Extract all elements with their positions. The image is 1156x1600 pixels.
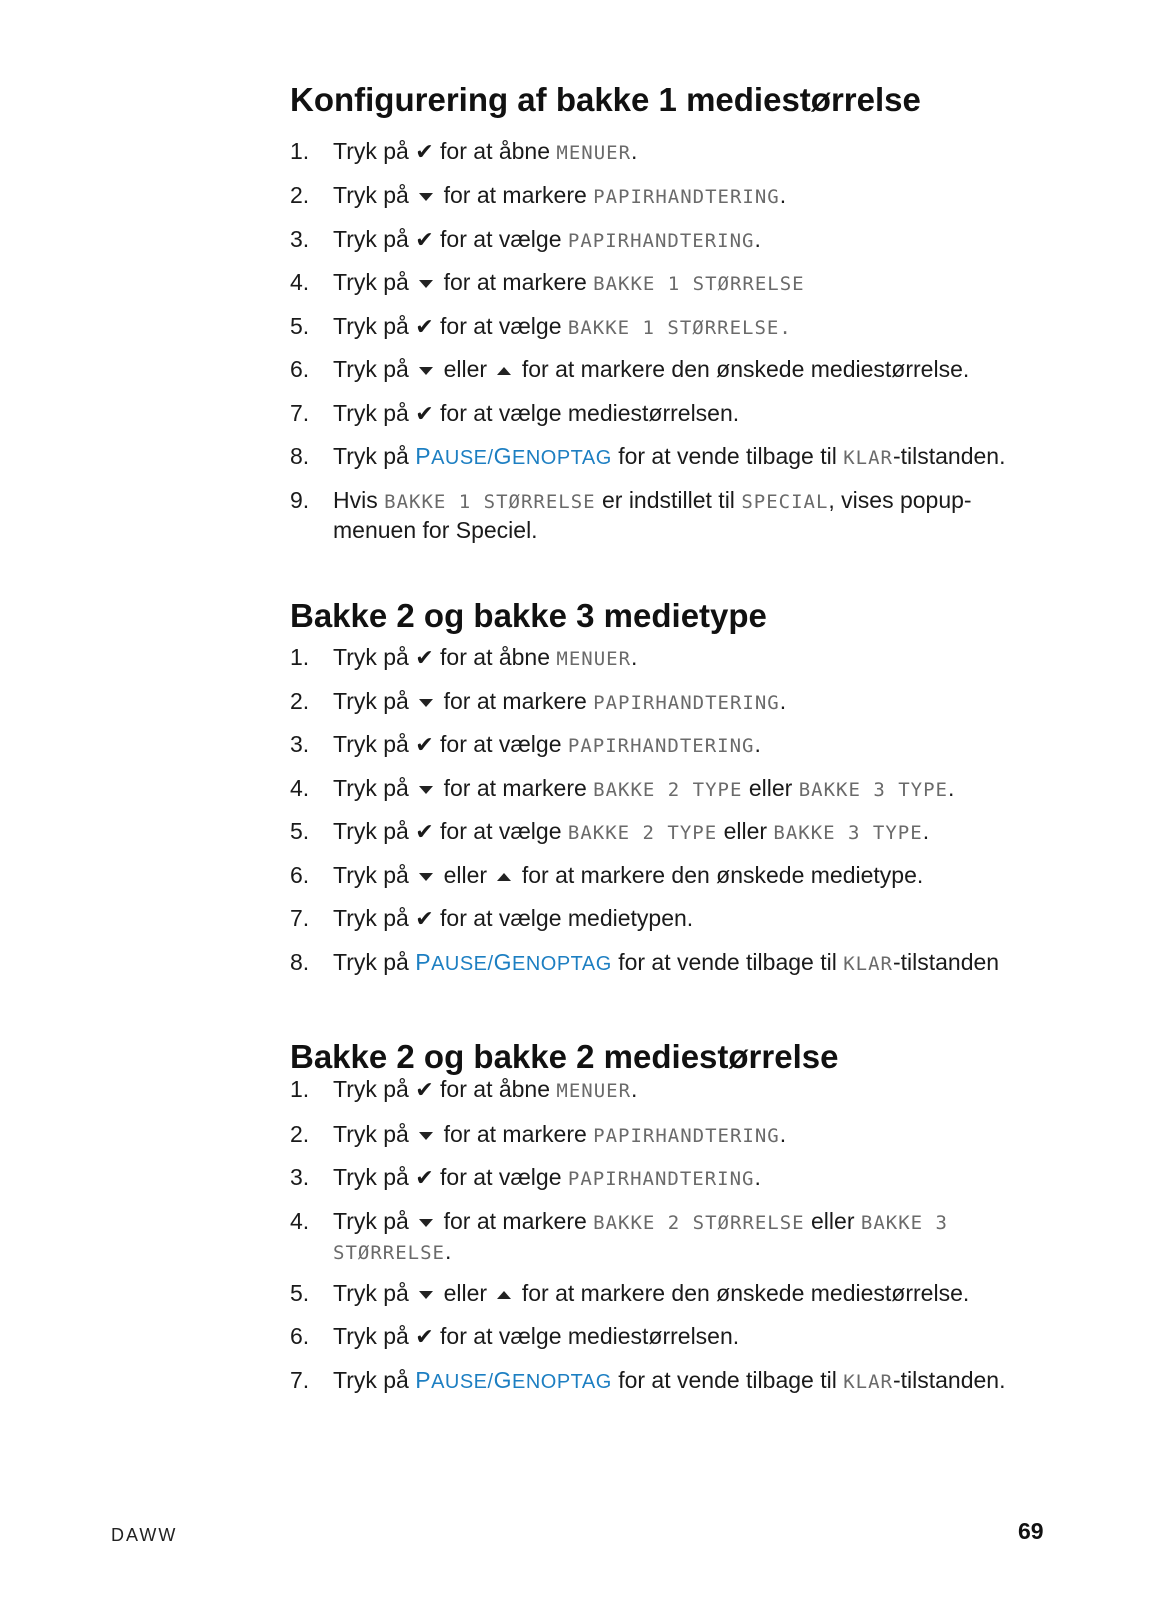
step-number: 7. <box>290 1367 310 1393</box>
lcd-text: PAPIRHANDTERING <box>593 692 780 714</box>
step-number: 5. <box>290 1280 310 1306</box>
step-number: 5. <box>290 818 310 844</box>
list-item: 6. Tryk på eller for at markere den ønskede medietype. <box>290 862 924 888</box>
up-arrow-icon <box>493 1279 515 1307</box>
step-number: 6. <box>290 356 310 382</box>
list-item: 8. Tryk på PAUSE/GENOPTAG for at vende tilbage til KLAR-tilstanden. <box>290 443 1006 469</box>
checkmark-icon: ✔ <box>415 139 434 164</box>
lcd-text: BAKKE 1 STØRRELSE. <box>567 317 792 339</box>
list-item: 8. Tryk på PAUSE/GENOPTAG for at vende tilbage til KLAR-tilstanden <box>290 949 1000 975</box>
down-arrow-icon <box>415 687 437 715</box>
checkmark-icon: ✔ <box>415 819 434 844</box>
down-arrow-icon <box>415 1120 437 1148</box>
step-number: 3. <box>290 1164 310 1190</box>
list-item: 2. Tryk på for at markere PAPIRHANDTERING. <box>290 182 787 208</box>
lcd-text: BAKKE 2 TYPE <box>567 822 718 844</box>
list-item: 1. Tryk på ✔ for at åbne MENUER. <box>290 138 638 164</box>
list-item: 4. Tryk på for at markere BAKKE 2 STØRRELSE eller BAKKE 3 STØRRELSE. <box>290 1208 948 1264</box>
lcd-text: PAPIRHANDTERING <box>567 1168 755 1190</box>
list-item: 2. Tryk på for at markere PAPIRHANDTERING. <box>290 1121 787 1147</box>
pause-resume-key: PAUSE/GENOPTAG <box>415 949 612 975</box>
lcd-text: PAPIRHANDTERING <box>593 186 780 208</box>
list-item: 7. Tryk på ✔ for at vælge medietypen. <box>290 905 694 931</box>
step-number: 7. <box>290 400 310 426</box>
step-number: 1. <box>290 138 310 164</box>
lcd-text: PAPIRHANDTERING <box>567 735 755 757</box>
checkmark-icon: ✔ <box>415 227 434 252</box>
step-number: 8. <box>290 443 310 469</box>
down-arrow-icon <box>415 861 437 889</box>
list-item: 7. Tryk på PAUSE/GENOPTAG for at vende tilbage til KLAR-tilstanden. <box>290 1367 1006 1393</box>
step-number: 2. <box>290 182 310 208</box>
step-number: 5. <box>290 313 310 339</box>
lcd-text: BAKKE 3 <box>860 1212 948 1234</box>
step-number: 7. <box>290 905 310 931</box>
section-heading: Konfigurering af bakke 1 mediestørrelse <box>290 81 921 118</box>
list-item: 7. Tryk på ✔ for at vælge mediestørrelsen. <box>290 400 740 426</box>
down-arrow-icon <box>415 268 437 296</box>
list-item: 5. Tryk på eller for at markere den ønskede mediestørrelse. <box>290 1280 970 1306</box>
list-item: 5. Tryk på ✔ for at vælge BAKKE 1 STØRRELSE. <box>290 313 792 339</box>
step-number: 6. <box>290 1323 310 1349</box>
step-number: 1. <box>290 644 310 670</box>
section-heading: Bakke 2 og bakke 3 medietype <box>290 597 767 634</box>
list-item: 2. Tryk på for at markere PAPIRHANDTERING. <box>290 688 787 714</box>
lcd-text: MENUER <box>556 142 632 164</box>
lcd-text: SPECIAL <box>741 491 829 513</box>
up-arrow-icon <box>493 355 515 383</box>
pause-resume-key: PAUSE/GENOPTAG <box>415 443 612 469</box>
lcd-text: BAKKE 1 STØRRELSE <box>593 273 805 295</box>
step-number: 4. <box>290 1208 310 1234</box>
down-arrow-icon <box>415 1207 437 1235</box>
lcd-text: MENUER <box>556 648 632 670</box>
checkmark-icon: ✔ <box>415 1077 434 1102</box>
step-number: 4. <box>290 269 310 295</box>
step-number: 6. <box>290 862 310 888</box>
lcd-text: BAKKE 1 STØRRELSE <box>384 491 596 513</box>
down-arrow-icon <box>415 181 437 209</box>
list-item: 6. Tryk på eller for at markere den ønskede mediestørrelse. <box>290 356 970 382</box>
list-item: 3. Tryk på ✔ for at vælge PAPIRHANDTERING. <box>290 1164 761 1190</box>
checkmark-icon: ✔ <box>415 645 434 670</box>
list-item: 3. Tryk på ✔ for at vælge PAPIRHANDTERING. <box>290 731 761 757</box>
step-number: 8. <box>290 949 310 975</box>
lcd-text: BAKKE 2 STØRRELSE <box>593 1212 805 1234</box>
lcd-text: MENUER <box>556 1080 632 1102</box>
step-number: 2. <box>290 1121 310 1147</box>
step-number: 3. <box>290 226 310 252</box>
list-item: 9. Hvis BAKKE 1 STØRRELSE er indstillet til SPECIAL, vises popup- menuen for Speciel. <box>290 487 972 543</box>
step-number: 9. <box>290 487 310 513</box>
lcd-text: STØRRELSE <box>333 1242 445 1264</box>
down-arrow-icon <box>415 774 437 802</box>
list-item: 6. Tryk på ✔ for at vælge mediestørrelsen. <box>290 1323 740 1349</box>
checkmark-icon: ✔ <box>415 1324 434 1349</box>
list-item: 1. Tryk på ✔ for at åbne MENUER. <box>290 644 638 670</box>
list-item: 1. Tryk på ✔ for at åbne MENUER. <box>290 1076 638 1102</box>
lcd-text: BAKKE 3 TYPE <box>773 822 923 844</box>
pause-resume-key: PAUSE/GENOPTAG <box>415 1367 612 1393</box>
lcd-text: KLAR <box>843 447 893 469</box>
step-number: 4. <box>290 775 310 801</box>
down-arrow-icon <box>415 355 437 383</box>
footer-code: DAWW <box>111 1525 178 1545</box>
checkmark-icon: ✔ <box>415 732 434 757</box>
list-item: 5. Tryk på ✔ for at vælge BAKKE 2 TYPE eller BAKKE 3 TYPE. <box>290 818 930 844</box>
up-arrow-icon <box>493 861 515 889</box>
lcd-text: KLAR <box>843 953 893 975</box>
lcd-text: BAKKE 2 TYPE <box>593 779 743 801</box>
lcd-text: KLAR <box>843 1371 893 1393</box>
checkmark-icon: ✔ <box>415 314 434 339</box>
down-arrow-icon <box>415 1279 437 1307</box>
checkmark-icon: ✔ <box>415 1165 434 1190</box>
lcd-text: PAPIRHANDTERING <box>567 230 755 252</box>
checkmark-icon: ✔ <box>415 906 434 931</box>
page-number: 69 <box>1018 1518 1044 1544</box>
list-item: 4. Tryk på for at markere BAKKE 2 TYPE eller BAKKE 3 TYPE. <box>290 775 955 801</box>
step-number: 3. <box>290 731 310 757</box>
list-item: 3. Tryk på ✔ for at vælge PAPIRHANDTERING. <box>290 226 761 252</box>
step-number: 1. <box>290 1076 310 1102</box>
lcd-text: BAKKE 3 TYPE <box>798 779 948 801</box>
checkmark-icon: ✔ <box>415 401 434 426</box>
list-item: 4. Tryk på for at markere BAKKE 1 STØRRELSE <box>290 269 805 295</box>
section-heading: Bakke 2 og bakke 2 mediestørrelse <box>290 1038 839 1075</box>
step-number: 2. <box>290 688 310 714</box>
lcd-text: PAPIRHANDTERING <box>593 1125 780 1147</box>
